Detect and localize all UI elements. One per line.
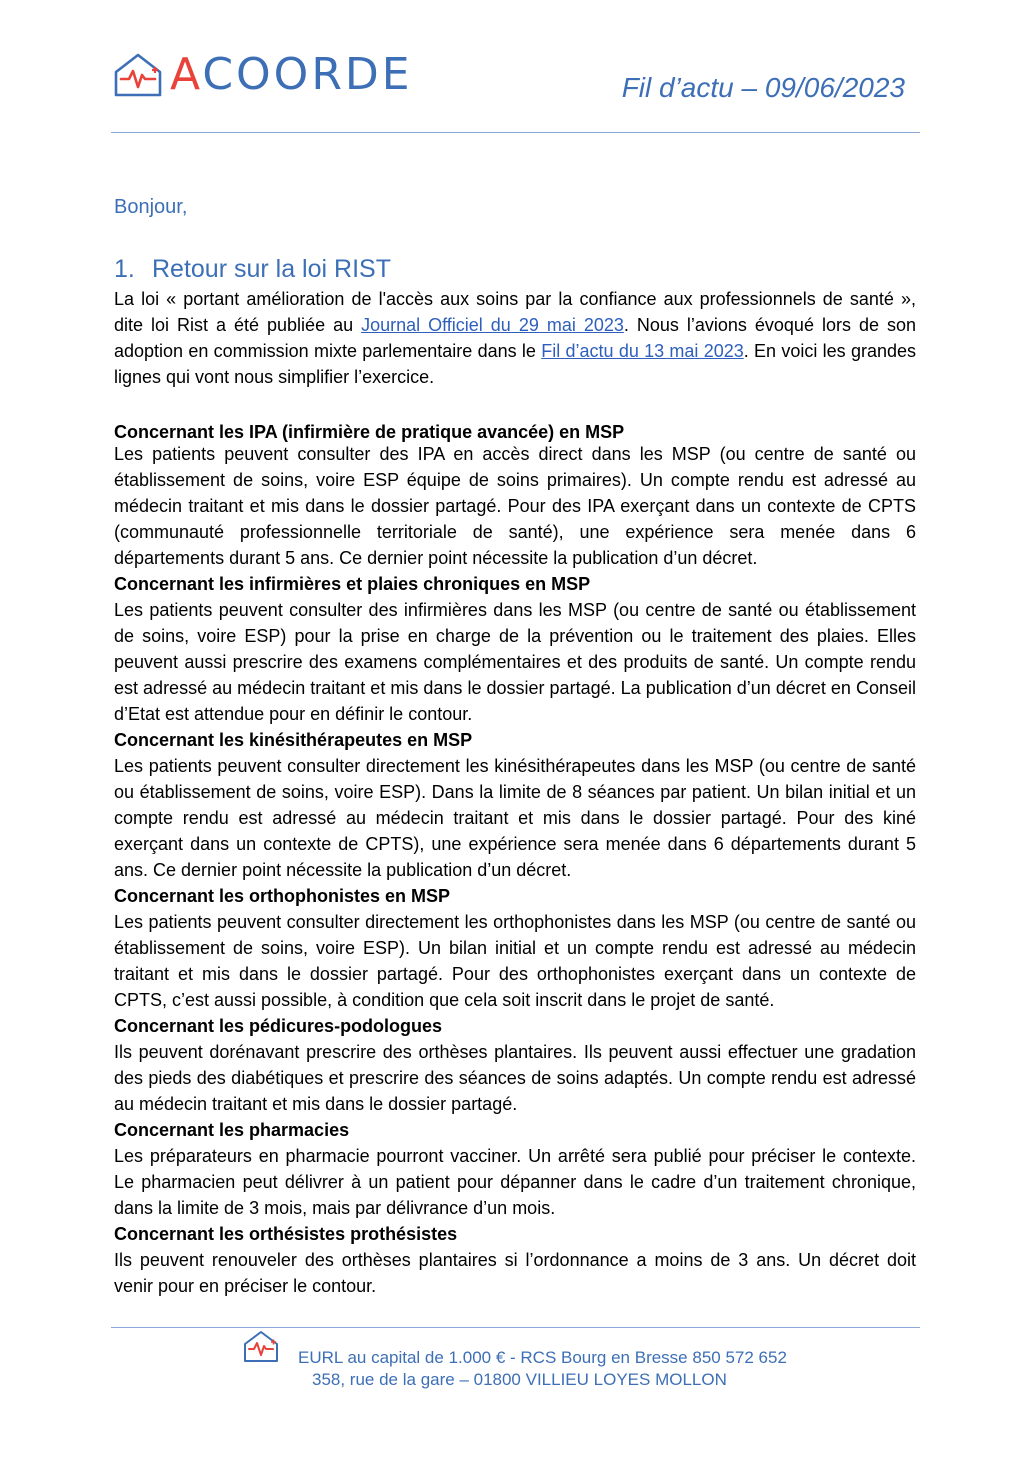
subsection-heading-pharmacies: Concernant les pharmacies — [114, 1120, 350, 1140]
acoorde-logo — [112, 50, 413, 100]
subsection-text-orthesistes: Ils peuvent renouveler des orthèses plantaires si l’ordonnance a moins de 3 ans. Un décret doit venir pour en préciser le contour. — [114, 1250, 916, 1296]
subsection-heading-podologues: Concernant les pédicures-podologues — [114, 1016, 443, 1036]
section-title — [114, 255, 391, 284]
header-divider — [111, 132, 920, 133]
subsection-text-podologues: Ils peuvent dorénavant prescrire des orthèses plantaires. Ils peuvent aussi effectuer une gradation des pieds des diabétiques et prescrire des séances de soins adaptés. Un compte rendu est adressé au médecin traitant et mis dans le dossier partagé. — [114, 1042, 916, 1114]
footer-address: 358, rue de la gare – 01800 VILLIEU LOYES MOLLON — [312, 1370, 727, 1389]
fil-actu-link[interactable]: Fil d’actu du 13 mai 2023 — [541, 341, 744, 361]
journal-officiel-link[interactable]: Journal Officiel du 29 mai 2023 — [361, 315, 624, 335]
section-number: 1. — [114, 255, 135, 283]
footer-divider — [111, 1327, 920, 1328]
house-heartbeat-icon — [242, 1328, 280, 1364]
subsection-text-kine: Les patients peuvent consulter directement les kinésithérapeutes dans les MSP (ou centre de santé ou établissement de soins, voire ESP). Dans la limite de 8 séances par patient. Un bilan initial et un compte rendu est adressé au médecin traitant et mis dans le dossier partagé. Pour des kiné exerçant dans un contexte de CPTS), une expérience sera menée dans 6 départements durant 5 ans. Ce dernier point nécessite la publication d’un décret. — [114, 756, 916, 880]
house-heartbeat-icon — [112, 50, 164, 100]
subsection-text-infirmieres: Les patients peuvent consulter des infirmières dans les MSP (ou centre de santé ou établissement de soins, voire ESP) pour la prise en charge de la prévention ou le traitement des plaies. Elles peuvent aussi prescrire des examens complémentaires et des produits de santé. Un compte rendu est adressé au médecin traitant et mis dans le dossier partagé. La publication d’un décret en Conseil d’Etat est attendue pour en définir le contour. — [114, 600, 916, 724]
subsection-heading-kine: Concernant les kinésithérapeutes en MSP — [114, 730, 473, 750]
logo-wordmark: ACOORDE — [170, 49, 413, 100]
subsection-text-pharmacies: Les préparateurs en pharmacie pourront vacciner. Un arrêté sera publié pour préciser le contexte. Le pharmacien peut délivrer à un patient pour dépanner dans le cadre d’un traitement chronique, dans la limite de 3 mois, mais par délivrance d’un mois. — [114, 1146, 916, 1218]
intro-text-2: . Nous l’avions évoqué lors de son adoption en commission mixte parlementaire dans le — [114, 315, 916, 361]
footer-company-info: EURL au capital de 1.000 € - RCS Bourg en Bresse 850 572 652 — [298, 1348, 787, 1367]
newsletter-date-title: Fil d’actu – 09/06/2023 — [621, 72, 905, 103]
page-header — [0, 0, 1030, 140]
subsection-text-orthophonistes: Les patients peuvent consulter directement les orthophonistes dans les MSP (ou centre de santé ou établissement de soins, voire ESP). Un bilan initial et un compte rendu est adressé au médecin traitant et mis dans le dossier partagé. Pour des orthophonistes exerçant dans un contexte de CPTS, c’est aussi possible, à condition que cela soit inscrit dans le projet de santé. — [114, 912, 916, 1010]
subsection-heading-orthophonistes: Concernant les orthophonistes en MSP — [114, 886, 451, 906]
intro-paragraph — [114, 286, 916, 390]
subsection-heading-orthesistes: Concernant les orthésistes prothésistes — [114, 1224, 458, 1244]
greeting: Bonjour, — [114, 196, 188, 218]
intro-text-1: La loi « portant amélioration de l'accès aux soins par la confiance aux professionnels de santé », dite loi Rist a été publiée au — [114, 289, 916, 335]
subsection-heading-infirmieres: Concernant les infirmières et plaies chroniques en MSP — [114, 574, 591, 594]
section-title-text: Retour sur la loi RIST — [152, 255, 391, 283]
subsection-text-ipa: Les patients peuvent consulter des IPA en accès direct dans les MSP (ou centre de santé ou établissement de soins, voire ESP équipe de soins primaires). Un compte rendu est adressé au médecin traitant et mis dans le dossier partagé. Pour des IPA exerçant dans un contexte de CPTS (communauté professionnelle territoriale de santé), une expérience sera menée dans 6 départements durant 5 ans. Ce dernier point nécessite la publication d’un décret. — [114, 444, 916, 568]
intro-text-3: . En voici les grandes lignes qui vont nous simplifier l’exercice. — [114, 341, 916, 387]
subsection-heading-ipa: Concernant les IPA (infirmière de pratique avancée) en MSP — [114, 422, 625, 442]
